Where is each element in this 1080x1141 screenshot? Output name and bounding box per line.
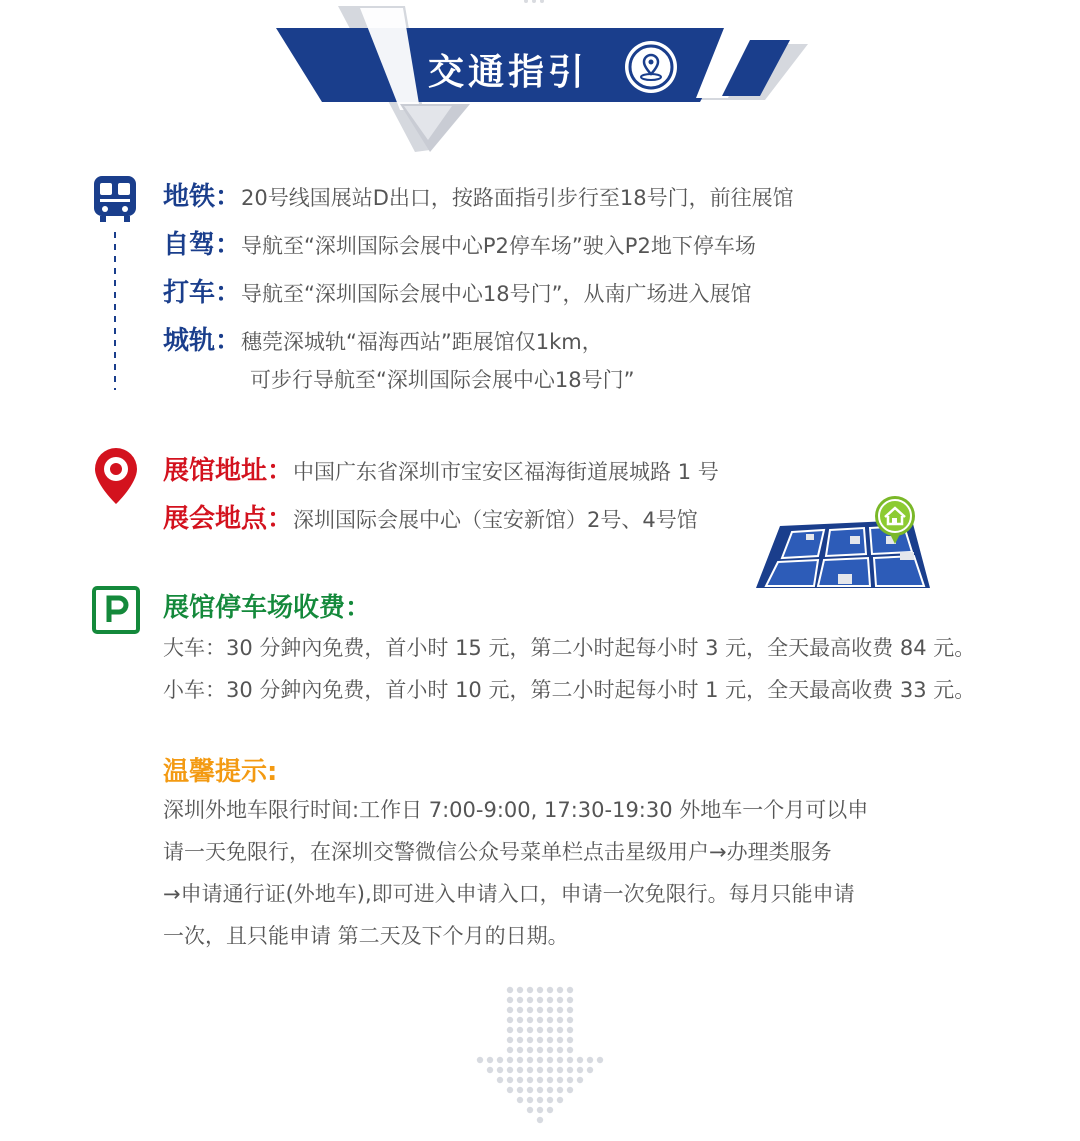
tips-title: 温馨提示: xyxy=(163,757,278,787)
venue-label: 展会地点： xyxy=(163,504,294,534)
transit-item-rail xyxy=(163,320,603,357)
parking-large: 大车：30 分鈡內免费，首小时 15 元，第二小时起每小时 3 元，全天最高收费 84 元。 xyxy=(163,636,976,660)
transit-item-subway xyxy=(163,176,794,213)
transit-icon-column xyxy=(90,172,140,392)
transit-label: 自驾： xyxy=(163,230,242,260)
location-pin-icon xyxy=(625,41,677,93)
transit-item-taxi xyxy=(163,272,752,309)
venue-text: 深圳国际会展中心（宝安新馆）2号、4号馆 xyxy=(293,508,698,532)
transit-text: 导航至“深圳国际会展中心P2停车场”驶入P2地下停车场 xyxy=(241,234,756,258)
tips-line: →申请通行证(外地车),即可进入申请入口，申请一次免限行。每月只能申请 xyxy=(163,882,855,906)
transit-label: 打车： xyxy=(163,278,242,308)
header-banner xyxy=(0,0,1080,170)
tips-line: 一次，且只能申请 第二天及下个月的日期。 xyxy=(163,924,569,948)
transit-text: 导航至“深圳国际会展中心18号门”，从南广场进入展馆 xyxy=(241,282,752,306)
subway-icon xyxy=(90,172,140,392)
tips-line: 请一天免限行，在深圳交警微信公众号菜单栏点击星级用户→办理类服务 xyxy=(163,840,832,864)
dotted-arrow-down-icon xyxy=(470,980,610,1137)
transit-label: 城轨： xyxy=(163,326,242,356)
parking-icon xyxy=(92,586,140,634)
transit-text: 20号线国展站D出口，按路面指引步行至18号门，前往展馆 xyxy=(241,186,794,210)
map-illustration-icon xyxy=(752,492,932,602)
transit-item-rail-cont xyxy=(250,364,634,394)
transit-label: 地铁： xyxy=(163,182,242,212)
map-pin-icon xyxy=(92,446,140,506)
address-row xyxy=(163,450,719,487)
page-title: 交通指引 xyxy=(428,52,589,93)
address-label: 展馆地址： xyxy=(163,456,294,486)
parking-small: 小车：30 分鈡內免费，首小时 10 元，第二小时起每小时 1 元，全天最高收费 33 元。 xyxy=(163,678,976,702)
transit-text: 穗莞深城轨“福海西站”距展馆仅1km， xyxy=(241,330,603,354)
location-icon-wrap xyxy=(92,446,140,506)
map-illustration xyxy=(752,492,932,602)
transit-text: 可步行导航至“深圳国际会展中心18号门” xyxy=(250,368,635,392)
parking-icon-wrap xyxy=(92,586,140,634)
footer-arrow xyxy=(470,980,610,1137)
parking-title: 展馆停车场收费： xyxy=(163,593,372,623)
address-text: 中国广东省深圳市宝安区福海街道展城路 1 号 xyxy=(293,460,719,484)
venue-row xyxy=(163,498,698,535)
transit-item-drive xyxy=(163,224,756,261)
tips-line: 深圳外地车限行时间:工作日 7:00-9:00, 17:30-19:30 外地车一个月可以申 xyxy=(163,798,869,822)
